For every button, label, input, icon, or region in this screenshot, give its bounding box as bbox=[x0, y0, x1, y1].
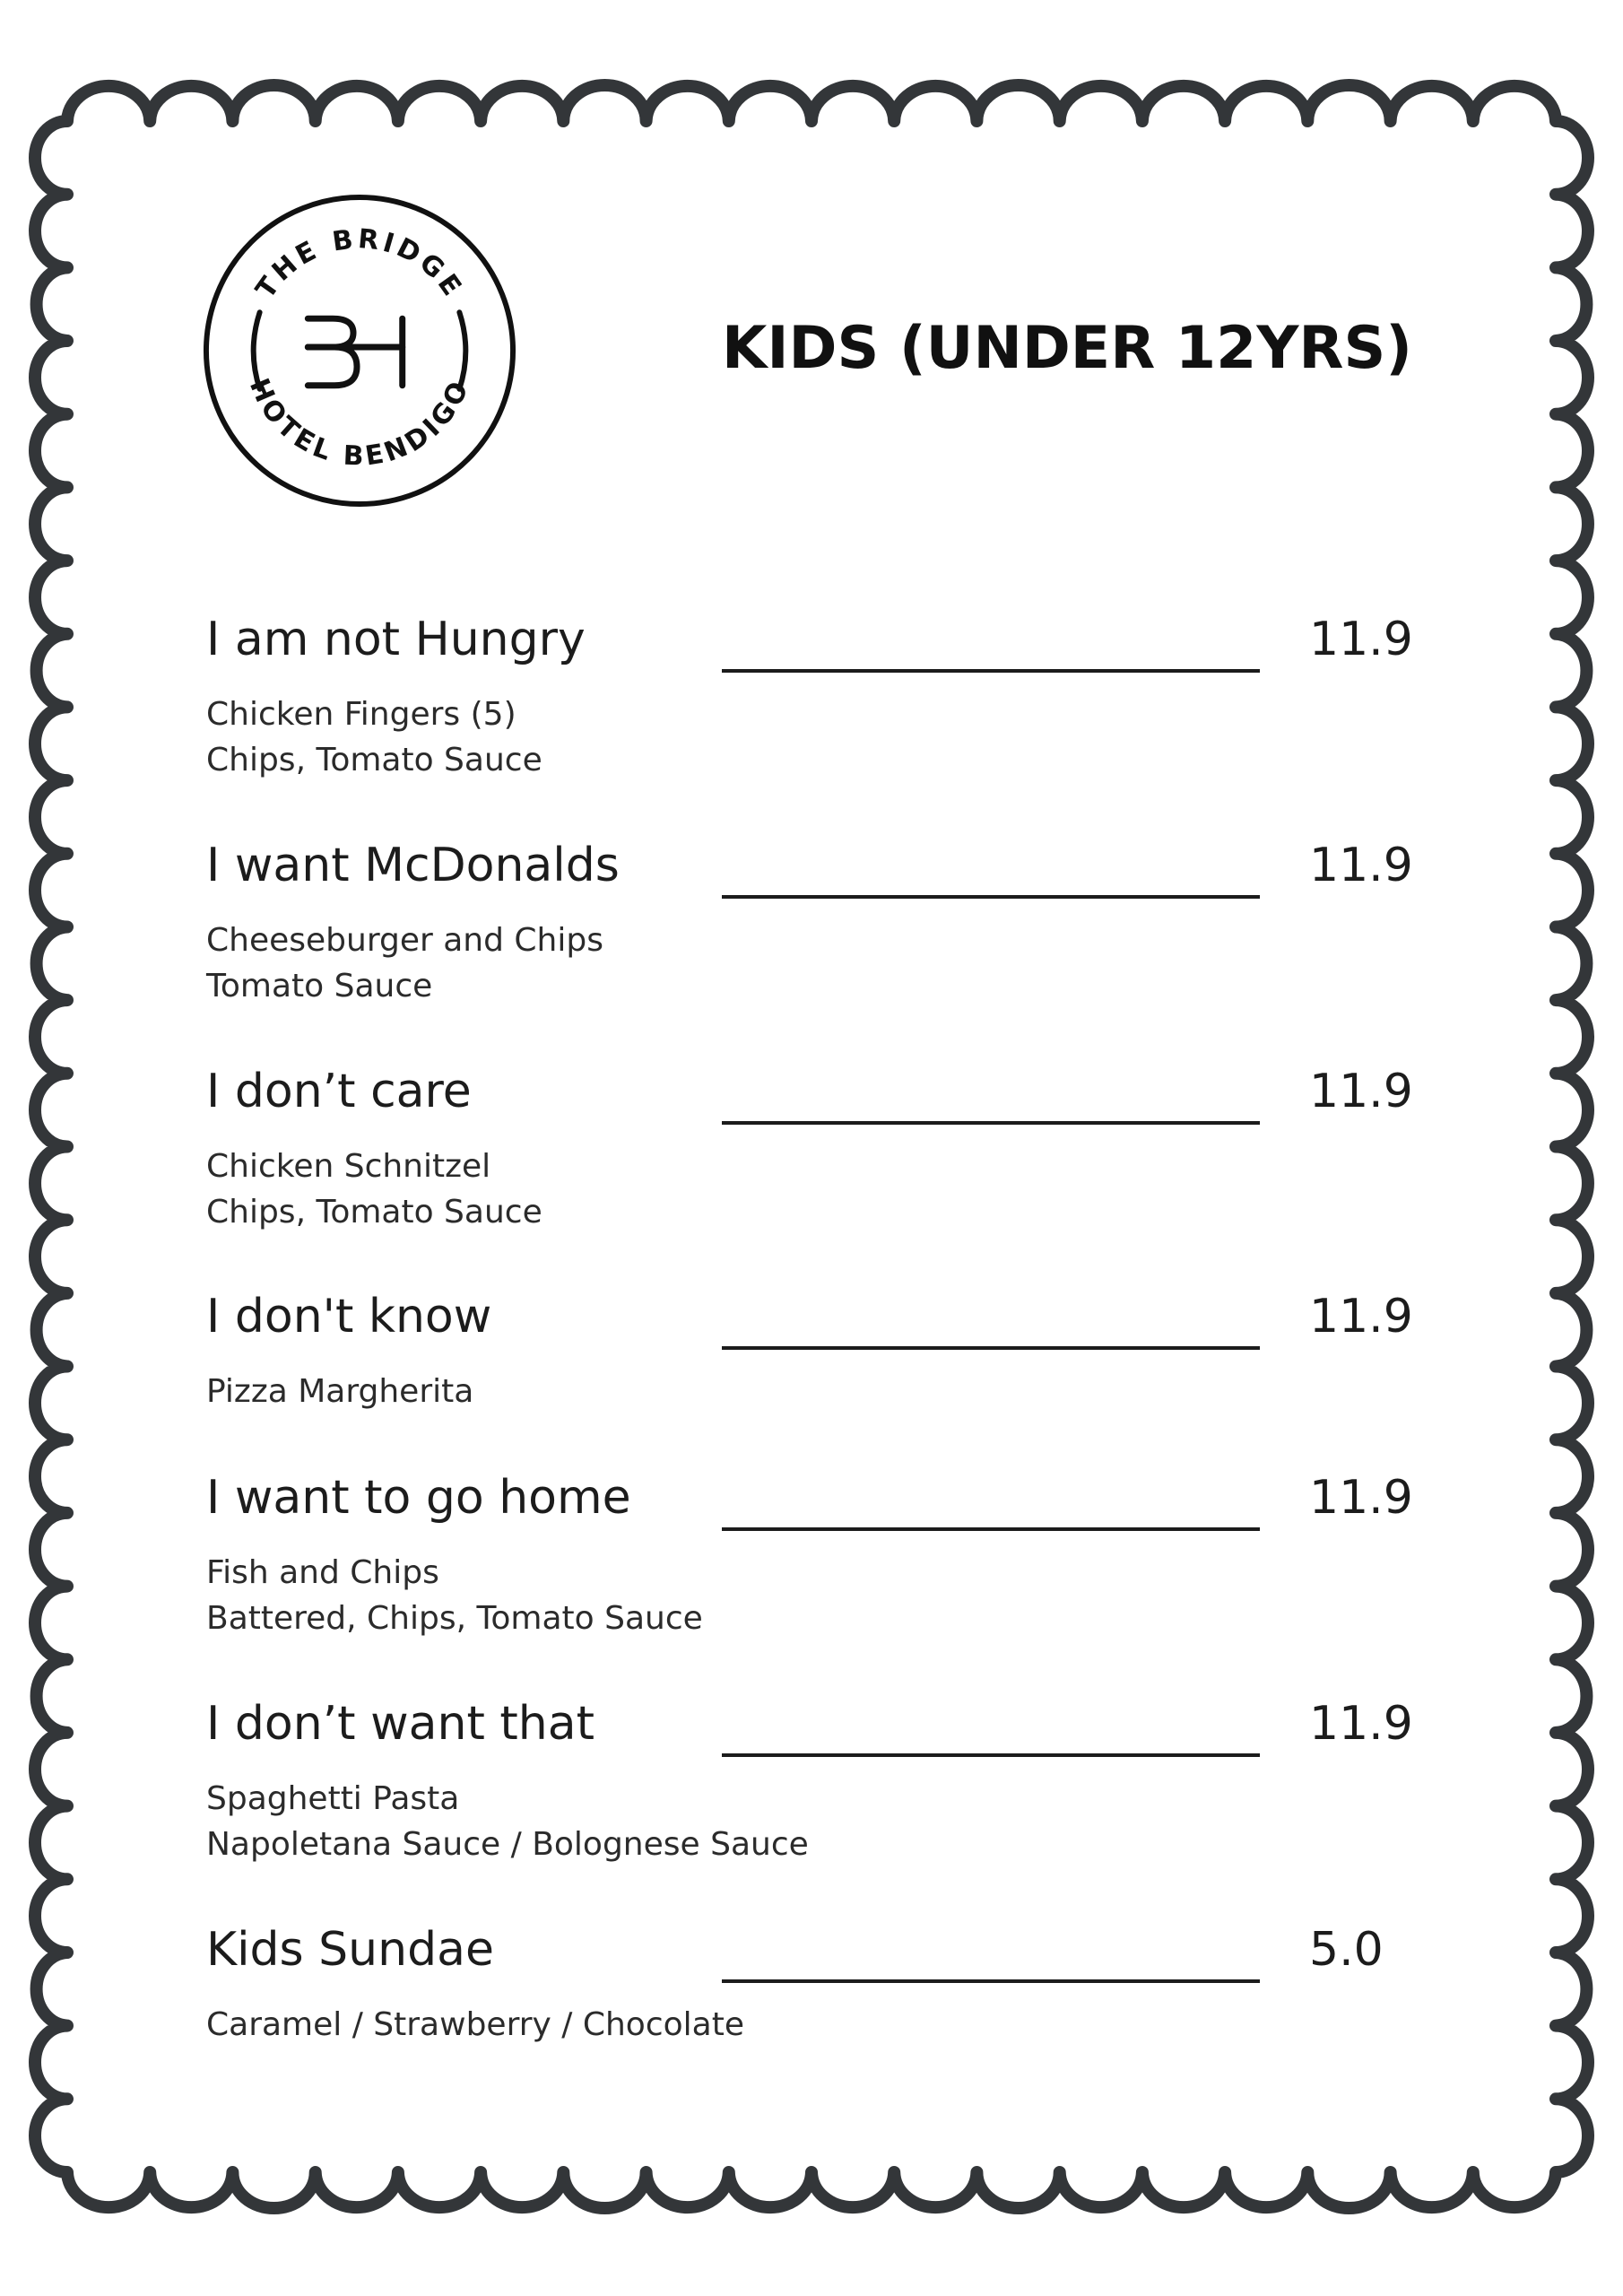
item-description bbox=[206, 1144, 542, 1235]
item-description bbox=[206, 691, 542, 783]
menu-item bbox=[206, 613, 1426, 842]
logo-bottom-text: HOTEL BENDIGO bbox=[242, 374, 477, 473]
item-description bbox=[206, 1550, 703, 1641]
item-description-line: Spaghetti Pasta bbox=[206, 1780, 460, 1817]
item-name: I am not Hungry bbox=[206, 613, 586, 666]
item-price: 11.9 bbox=[1309, 1290, 1413, 1344]
item-description-line: Cheeseburger and Chips bbox=[206, 922, 603, 959]
menu-item bbox=[206, 1697, 1426, 1926]
item-description bbox=[206, 1776, 809, 1867]
item-name: I want to go home bbox=[206, 1471, 631, 1525]
item-description-line: Napoletana Sauce / Bolognese Sauce bbox=[206, 1826, 809, 1863]
menu-item bbox=[206, 1065, 1426, 1294]
logo-top-text: THE BRIDGE bbox=[249, 223, 470, 305]
item-name: Kids Sundae bbox=[206, 1923, 494, 1977]
item-leader-line bbox=[722, 1979, 1260, 1983]
item-description-line: Chips, Tomato Sauce bbox=[206, 1194, 542, 1231]
item-description bbox=[206, 918, 603, 1009]
item-leader-line bbox=[722, 669, 1260, 673]
item-description-line: Chicken Schnitzel bbox=[206, 1148, 491, 1185]
item-leader-line bbox=[722, 1346, 1260, 1350]
item-description bbox=[206, 1369, 473, 1414]
menu-item bbox=[206, 839, 1426, 1068]
item-description-line: Battered, Chips, Tomato Sauce bbox=[206, 1600, 703, 1637]
item-description bbox=[206, 2002, 744, 2048]
item-price: 5.0 bbox=[1309, 1923, 1384, 1977]
item-leader-line bbox=[722, 1527, 1260, 1531]
item-price: 11.9 bbox=[1309, 1697, 1413, 1751]
page-title: KIDS (UNDER 12YRS) bbox=[722, 315, 1412, 382]
item-name: I don’t care bbox=[206, 1065, 472, 1118]
item-description-line: Tomato Sauce bbox=[206, 968, 433, 1004]
item-price: 11.9 bbox=[1309, 613, 1413, 666]
item-description-line: Pizza Margherita bbox=[206, 1373, 474, 1410]
bh-monogram-icon bbox=[308, 318, 402, 386]
item-description-line: Chips, Tomato Sauce bbox=[206, 742, 542, 778]
item-name: I don’t want that bbox=[206, 1697, 595, 1751]
menu-item bbox=[206, 1471, 1426, 1700]
item-leader-line bbox=[722, 895, 1260, 899]
item-leader-line bbox=[722, 1121, 1260, 1125]
menu-item bbox=[206, 1923, 1426, 2152]
item-description-line: Fish and Chips bbox=[206, 1554, 439, 1591]
item-price: 11.9 bbox=[1309, 1471, 1413, 1525]
item-leader-line bbox=[722, 1753, 1260, 1757]
item-name: I don't know bbox=[206, 1290, 492, 1344]
item-price: 11.9 bbox=[1309, 1065, 1413, 1118]
item-description-line: Caramel / Strawberry / Chocolate bbox=[206, 2006, 744, 2043]
item-description-line: Chicken Fingers (5) bbox=[206, 696, 516, 733]
item-name: I want McDonalds bbox=[206, 839, 620, 892]
hotel-logo bbox=[199, 190, 520, 511]
item-price: 11.9 bbox=[1309, 839, 1413, 892]
